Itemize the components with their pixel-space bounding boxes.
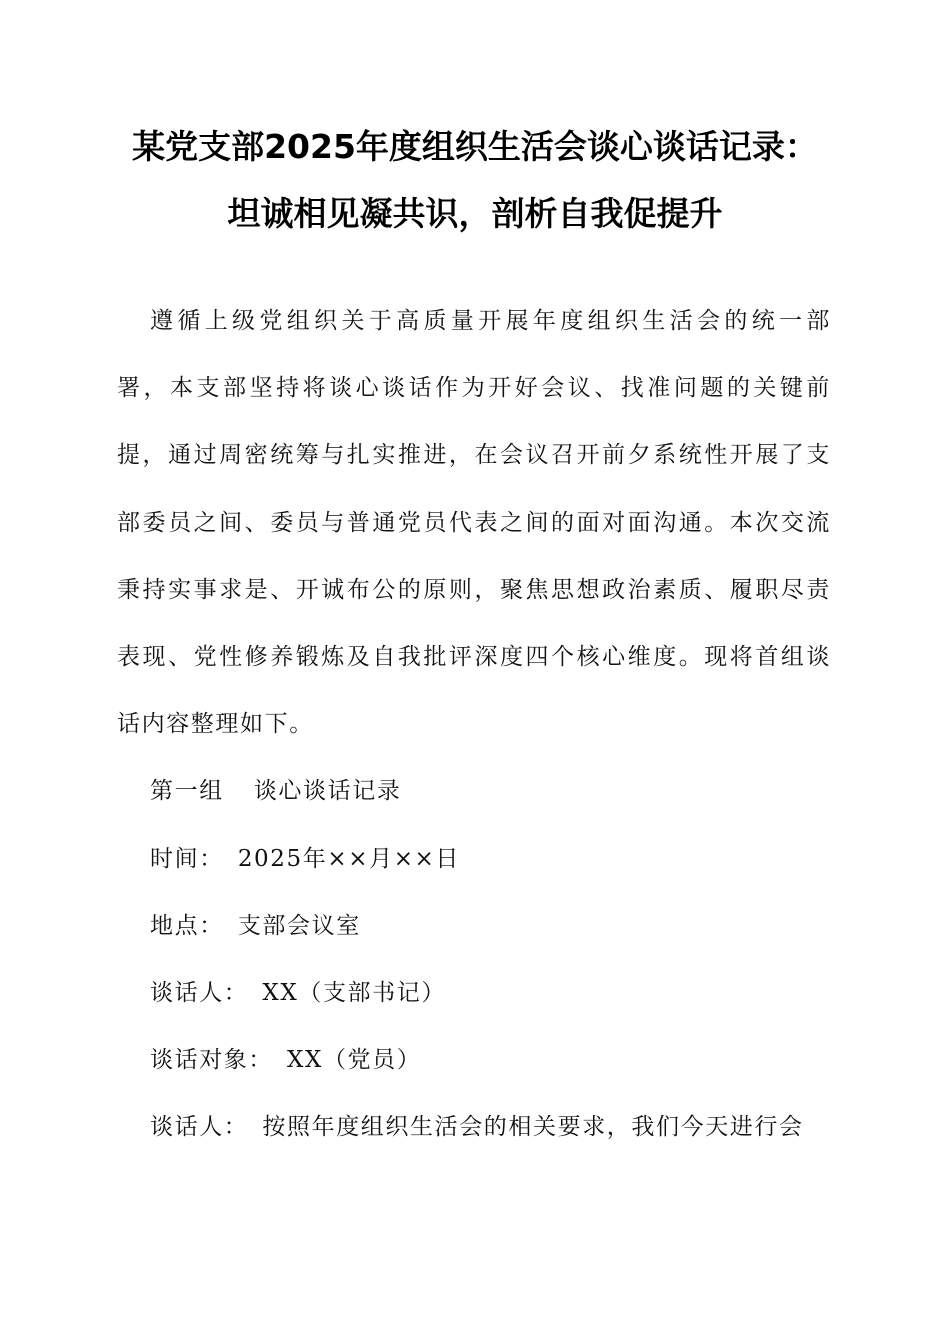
- document-body: [117, 288, 831, 1161]
- field-interviewee-label: 谈话对象：: [150, 1047, 273, 1074]
- intro-paragraph: [117, 288, 831, 758]
- section-group: 第一组: [150, 778, 224, 805]
- intro-line: 署，本支部坚持将谈心谈话作为开好会议、找准问题的关键前: [117, 375, 831, 402]
- field-speaker-label: 谈话人：: [150, 979, 249, 1006]
- field-interviewee-value: XX（党员）: [287, 1047, 422, 1074]
- field-speaker: [117, 960, 831, 1027]
- section-heading: [117, 758, 831, 825]
- document-title-line-2: 坦诚相见凝共识，剖析自我促提升: [227, 194, 723, 233]
- field-place: [117, 893, 831, 960]
- dialogue-text: 按照年度组织生活会的相关要求，我们今天进行会: [262, 1114, 804, 1141]
- intro-line: 表现、党性修养锻炼及自我批评深度四个核心维度。现将首组谈: [117, 643, 831, 670]
- dialogue-speaker: 谈话人：: [150, 1114, 249, 1141]
- intro-line: 秉持实事求是、开诚布公的原则，聚焦思想政治素质、履职尽责: [117, 576, 831, 603]
- intro-line: 提，通过周密统筹与扎实推进，在会议召开前夕系统性开展了支: [117, 442, 831, 469]
- field-time: [117, 826, 831, 893]
- dialogue-entry: [117, 1094, 831, 1161]
- section-label: 谈心谈话记录: [253, 778, 402, 805]
- field-place-value: 支部会议室: [237, 912, 361, 939]
- intro-line: 遵循上级党组织关于高质量开展年度组织生活会的统一部: [150, 308, 831, 334]
- field-place-label: 地点：: [150, 912, 224, 939]
- intro-line: 部委员之间、委员与普通党员代表之间的面对面沟通。本次交流: [117, 509, 831, 536]
- intro-line: 话内容整理如下。: [117, 711, 314, 738]
- field-speaker-value: XX（支部书记）: [262, 979, 446, 1006]
- field-time-label: 时间：: [150, 845, 224, 872]
- field-time-value: 2025年××月××日: [237, 845, 461, 872]
- field-interviewee: [117, 1027, 831, 1094]
- document-title-line-1: 某党支部2025年度组织生活会谈心谈话记录：: [132, 127, 818, 166]
